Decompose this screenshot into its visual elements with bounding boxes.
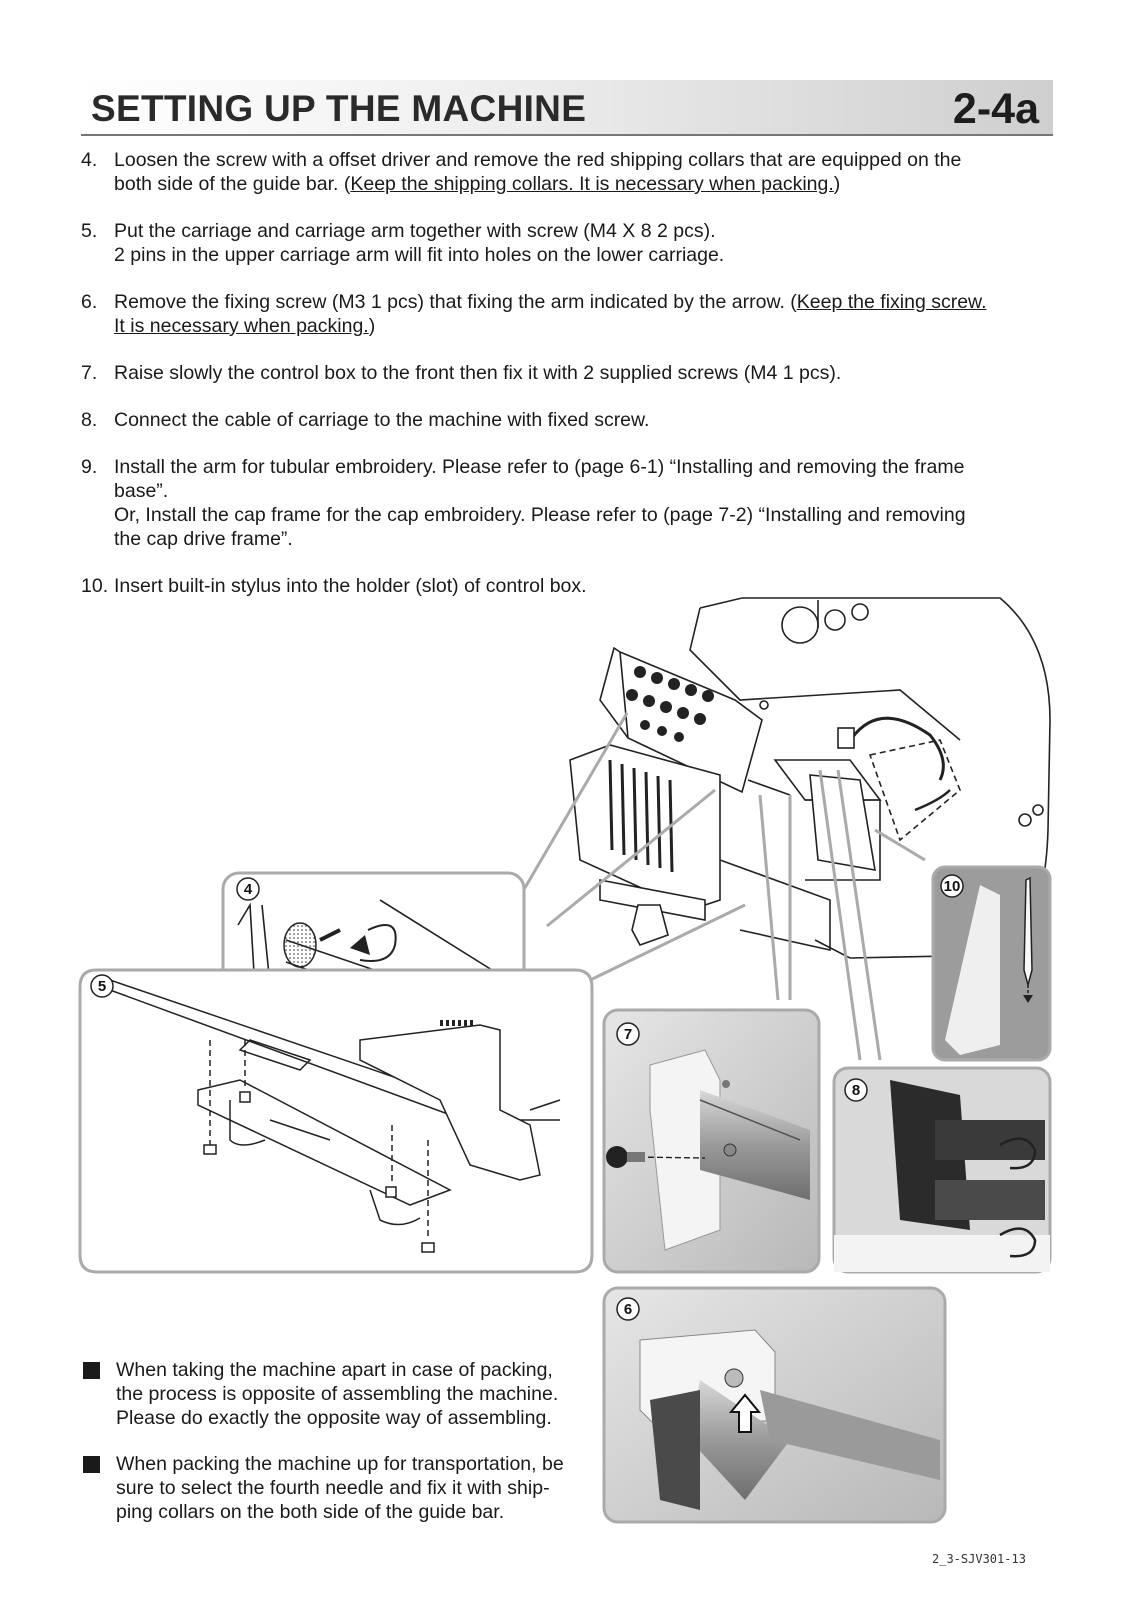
step-text: the cap drive frame”.: [114, 528, 293, 550]
square-bullet-icon: [83, 1362, 100, 1379]
step-text: 2 pins in the upper carriage arm will fit into holes on the lower carriage.: [114, 244, 725, 266]
step-text: both side of the guide bar. (: [114, 173, 351, 195]
packing-notes: [83, 1358, 603, 1546]
note-item: [83, 1452, 603, 1524]
step-6: 6. Remove the fixing screw (M3 1 pcs) that fixing the arm indicated by the arrow. (Keep the fixing screw. It is necessary when packing.): [81, 291, 987, 337]
badge-4: 4: [243, 881, 253, 898]
step-text: base”.: [114, 480, 169, 502]
photo-panel-8: [834, 1068, 1050, 1272]
step-underlined-note: Keep the shipping collars. It is necessary when packing.: [350, 173, 834, 195]
square-bullet-icon: [83, 1456, 100, 1473]
step-4: 4. Loosen the screw with a offset driver and remove the red shipping collars that are equipped on the both side of the guide bar. (Keep the shipping collars. It is necessary when packing.): [81, 148, 1061, 196]
step-text: Connect the cable of carriage to the machine with fixed screw.: [114, 409, 650, 431]
step-number: 10.: [81, 575, 109, 597]
note-line: Please do exactly the opposite way of assembling.: [116, 1407, 552, 1429]
page-title: SETTING UP THE MACHINE: [91, 88, 587, 129]
step-text: Insert built-in stylus into the holder (slot) of control box.: [114, 575, 587, 597]
badge-10: 10: [943, 878, 961, 895]
page-footer-code: 2_3-SJV301-13: [932, 1552, 1026, 1566]
step-number: 6.: [81, 291, 98, 313]
badge-8: 8: [851, 1082, 861, 1099]
step-text: Put the carriage and carriage arm together with screw (M4 X 8 2 pcs).: [114, 220, 716, 242]
note-line: sure to select the fourth needle and fix it with ship-: [116, 1477, 550, 1499]
step-text: Or, Install the cap frame for the cap embroidery. Please refer to (page 7-2) “Installing and removing: [114, 504, 966, 526]
step-text: Raise slowly the control box to the front then fix it with 2 supplied screws (M4 1 pcs).: [114, 362, 842, 384]
badge-5: 5: [97, 978, 107, 995]
step-text: Loosen the screw with a offset driver and remove the red shipping collars that are equipped on the: [114, 149, 962, 171]
step-underlined-note: It is necessary when packing.: [114, 315, 369, 337]
step-underlined-note: Keep the fixing screw.: [796, 291, 987, 313]
step-text: Install the arm for tubular embroidery. Please refer to (page 6-1) “Installing and removing the frame: [114, 456, 965, 478]
step-number: 7.: [81, 362, 98, 384]
badge-6: 6: [623, 1301, 633, 1318]
step-text: Remove the fixing screw (M3 1 pcs) that fixing the arm indicated by the arrow. (: [114, 291, 797, 313]
note-item: [83, 1358, 603, 1430]
step-number: 4.: [81, 149, 98, 171]
step-number: 5.: [81, 220, 98, 242]
section-code: 2-4a: [952, 85, 1039, 133]
photo-panel-7: [604, 1010, 819, 1272]
note-line: When packing the machine up for transportation, be: [116, 1453, 564, 1475]
note-line: the process is opposite of assembling the machine.: [116, 1383, 559, 1405]
photo-panel-6: [604, 1288, 945, 1522]
badge-7: 7: [623, 1026, 633, 1043]
photo-panel-10: [933, 867, 1050, 1060]
detail-panel-5: [80, 970, 592, 1272]
note-line: When taking the machine apart in case of packing,: [116, 1359, 553, 1381]
note-line: ping collars on the both side of the guide bar.: [116, 1501, 505, 1523]
step-number: 8.: [81, 409, 98, 431]
step-number: 9.: [81, 456, 98, 478]
